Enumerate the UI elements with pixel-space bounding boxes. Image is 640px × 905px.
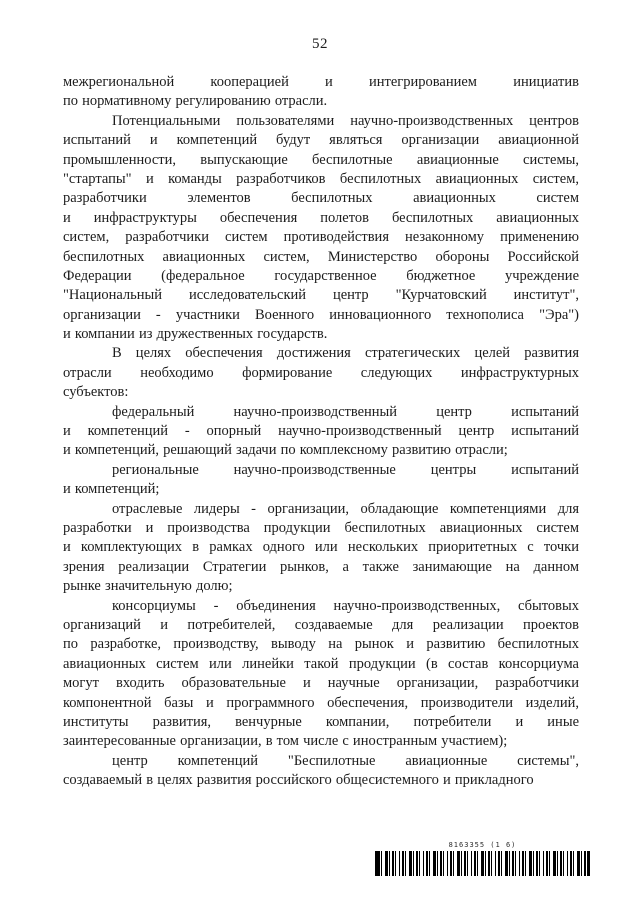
text-line: и компетенций; (63, 481, 160, 498)
text-line: и компетенций, решающий задачи по комплексному развитию отрасли; (63, 442, 508, 459)
text-line: и инфраструктуры обеспечения полетов беспилотных авиационных (63, 209, 579, 226)
text-line: "Национальный исследовательский центр "Курчатовский институт", (63, 287, 579, 304)
text-line: Потенциальными пользователями научно-производственных центров (112, 112, 579, 129)
text-line: региональные научно-производственные центры испытаний (112, 461, 579, 478)
text-line: испытаний и компетенций будут являться организации авиационной (63, 132, 579, 149)
barcode-label: 8163355 (1 6) (448, 841, 517, 849)
text-line: межрегиональной кооперацией и интегрированием инициатив (63, 74, 579, 90)
text-line: разработчики элементов беспилотных авиационных систем (63, 190, 579, 207)
barcode (375, 851, 590, 876)
text-line: федеральный научно-производственный центр испытаний (112, 403, 579, 420)
text-line: беспилотных авиационных систем, Министерство обороны Российской (63, 248, 579, 265)
text-line: и компании из дружественных государств. (63, 326, 328, 343)
text-line: рынке значительную долю; (63, 578, 233, 595)
document-body (63, 73, 579, 790)
text-line: разработки и производства продукции беспилотных авиационных систем (63, 519, 579, 536)
text-line: "стартапы" и команды разработчиков беспилотных авиационных систем, (63, 170, 579, 187)
text-line: и компетенций - опорный научно-производственный центр испытаний (63, 423, 579, 440)
text-line: В целях обеспечения достижения стратегических целей развития (112, 345, 579, 362)
text-line: организации - участники Военного инновационного технополиса "Эра") (63, 306, 579, 323)
text-line: компонентной базы и программного обеспечения, производители изделий, (63, 694, 579, 711)
text-line: институты развития, венчурные компании, потребители и иные (63, 713, 579, 730)
text-line: Федерации (федеральное государственное бюджетное учреждение (63, 267, 579, 284)
text-line: систем, разработчики систем противодействия незаконному применению (63, 229, 579, 246)
text-line: создаваемый в целях развития российского общесистемного и прикладного (63, 772, 534, 789)
text-line: отраслевые лидеры - организации, обладающие компетенциями для (112, 500, 579, 517)
text-line: зрения реализации Стратегии рынков, а также занимающие на данном (63, 558, 579, 575)
text-line: центр компетенций "Беспилотные авиационные системы", (112, 752, 579, 769)
text-line: по нормативному регулированию отрасли. (63, 93, 328, 110)
text-line: консорциумы - объединения научно-производственных, сбытовых (112, 597, 579, 614)
page-number: 52 (312, 36, 328, 52)
text-line: и комплектующих в рамках одного или нескольких приоритетных с точки (63, 539, 579, 556)
text-line: промышленности, выпускающие беспилотные авиационные системы, (63, 151, 579, 168)
text-line: заинтересованные организации, в том числе с иностранным участием); (63, 733, 508, 750)
text-line: организаций и потребителей, создаваемые для реализации проектов (63, 616, 579, 633)
text-line: по разработке, производству, выводу на рынок и развитию беспилотных (63, 636, 579, 653)
text-line: могут входить образовательные и научные организации, разработчики (63, 675, 579, 692)
text-line: авиационных систем или линейки такой продукции (в состав консорциума (63, 655, 579, 672)
text-line: отрасли необходимо формирование следующих инфраструктурных (63, 364, 579, 381)
text-line: субъектов: (63, 384, 129, 401)
barcode-block (375, 840, 590, 876)
